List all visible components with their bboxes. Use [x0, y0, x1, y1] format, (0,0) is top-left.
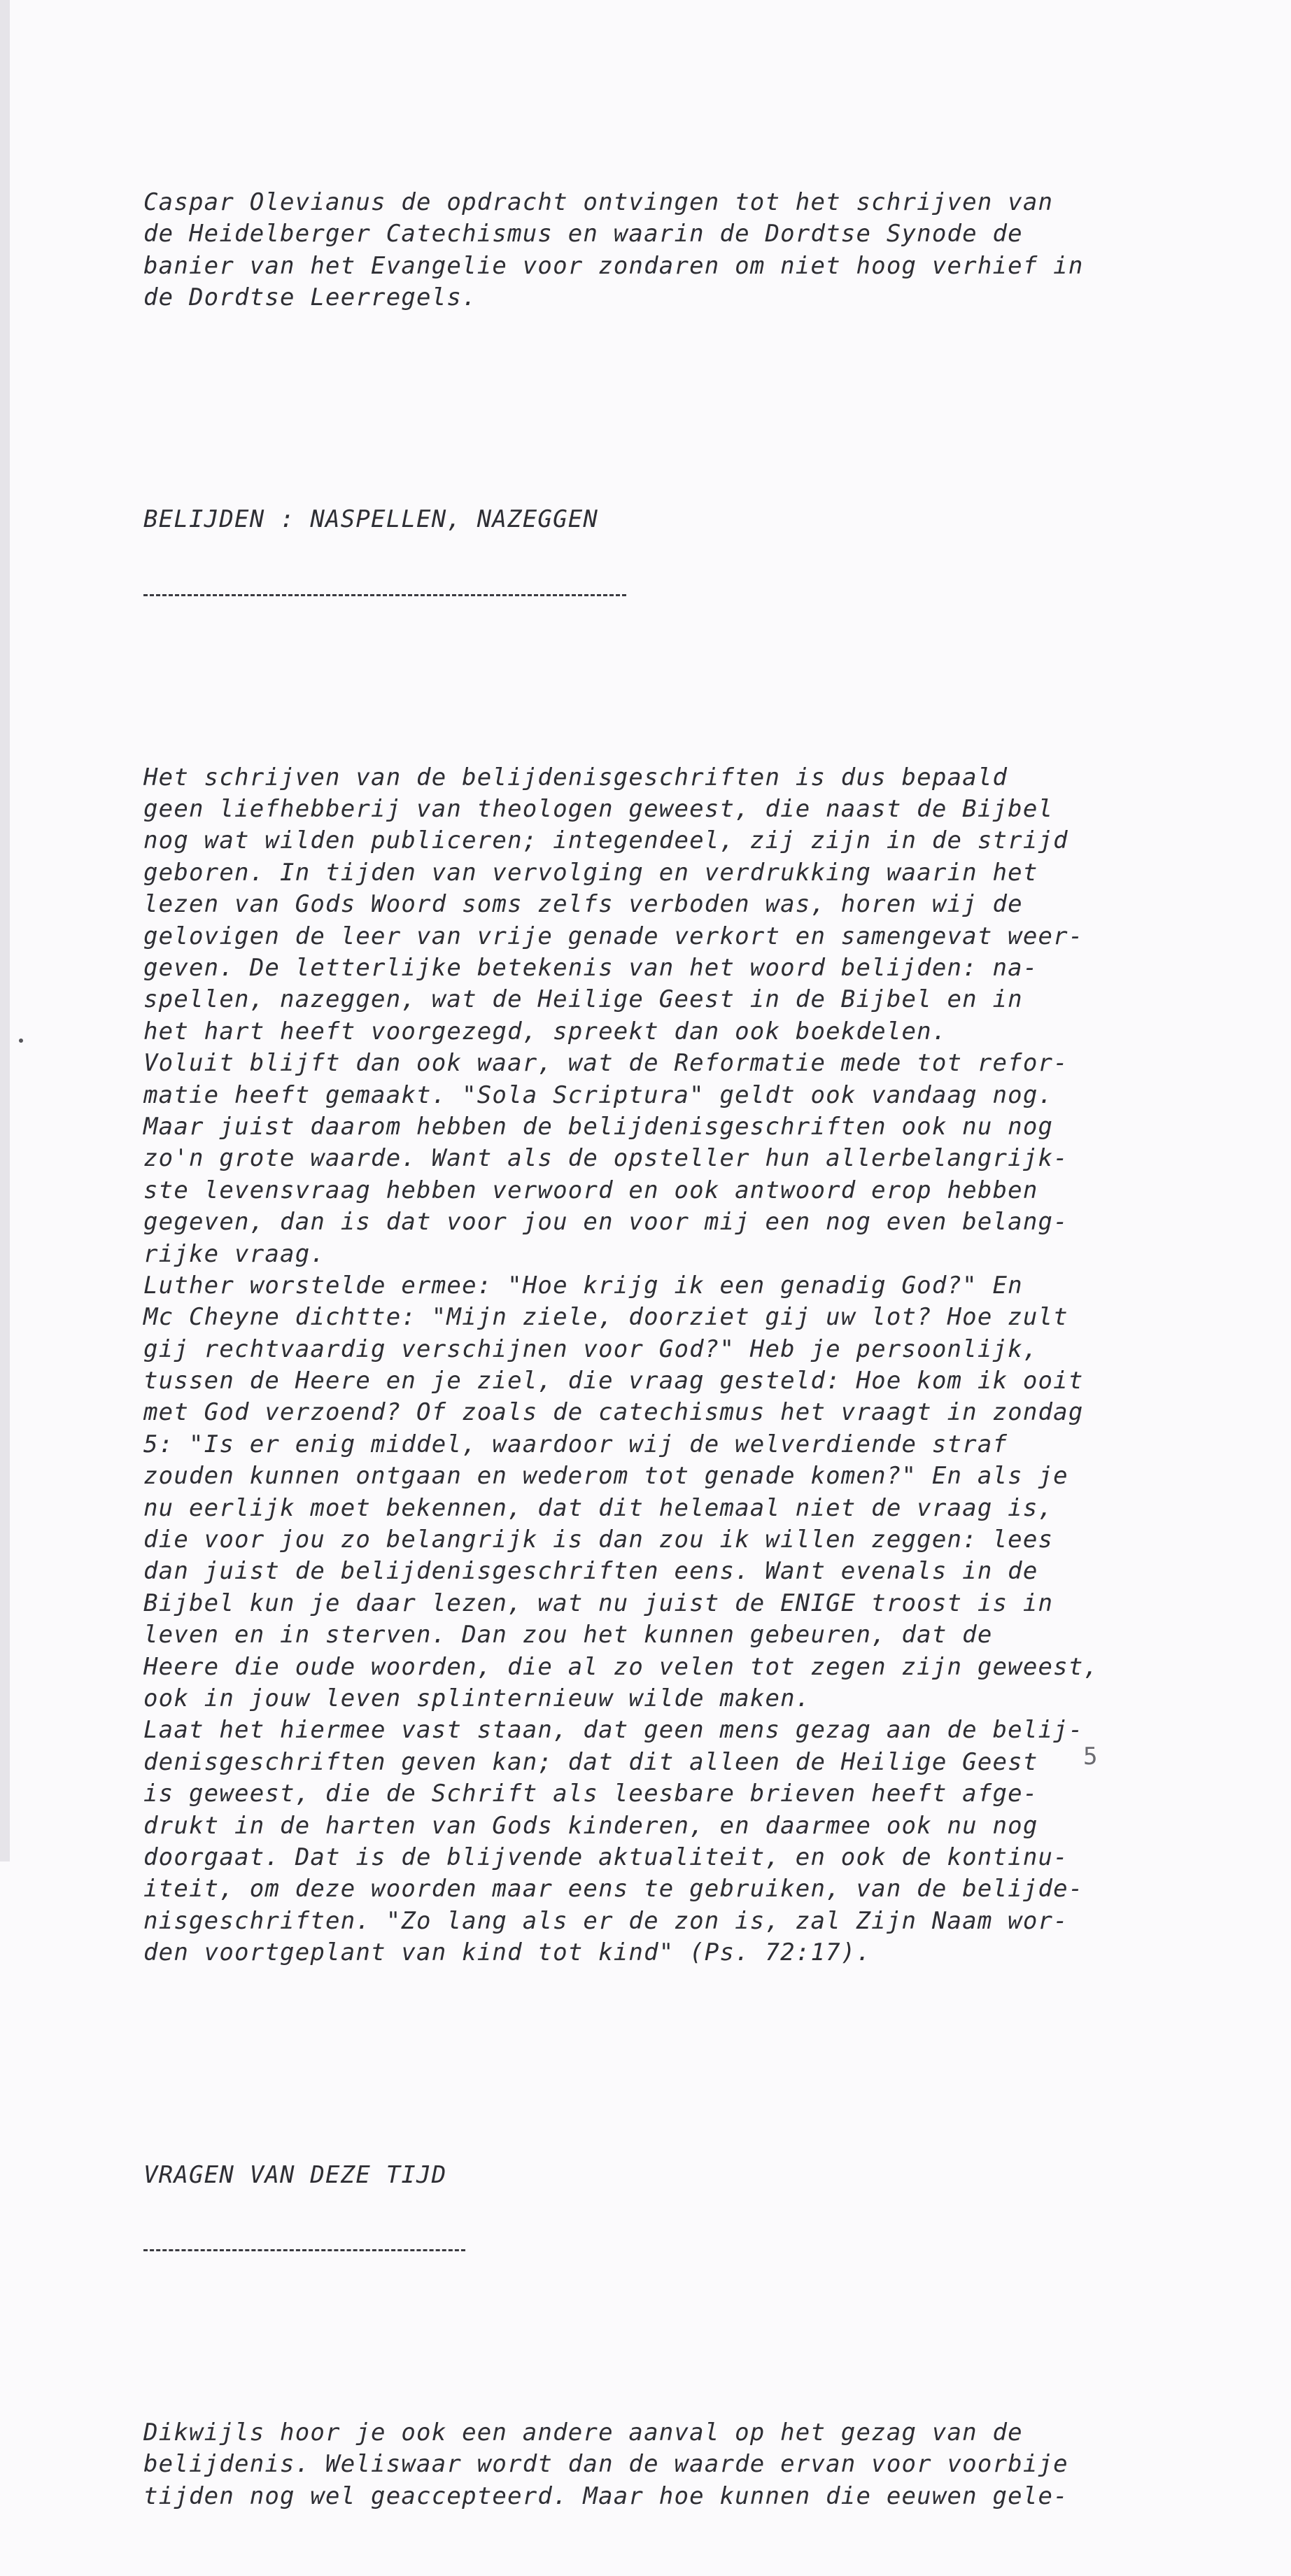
text-line: iteit, om deze woorden maar eens te gebruiken, van de belijde-	[143, 1875, 1084, 1903]
text-line: dan juist de belijdenisgeschriften eens. Want evenals in de	[143, 1557, 1038, 1586]
section-vragen-text	[143, 2417, 1221, 2512]
text-line: geen liefhebberij van theologen geweest, die naast de Bijbel	[143, 795, 1054, 824]
text-line: nisgeschriften. "Zo lang als er de zon is, zal Zijn Naam wor-	[143, 1906, 1068, 1935]
text-line: de Dordtse Leerregels.	[143, 283, 477, 311]
text-line: Bijbel kun je daar lezen, wat nu juist de ENIGE troost is in	[143, 1589, 1054, 1617]
text-line: gij rechtvaardig verschijnen voor God?" Heb je persoonlijk,	[143, 1335, 1038, 1363]
text-line: den voortgeplant van kind tot kind" (Ps. 72:17).	[143, 1938, 872, 1967]
text-line: belijdenis. Weliswaar wordt dan de waarde ervan voor voorbije	[143, 2450, 1068, 2479]
text-line: de Heidelberger Catechismus en waarin de Dordtse Synode de	[143, 220, 1023, 248]
text-line: lezen van Gods Woord soms zelfs verboden was, horen wij de	[143, 890, 1023, 919]
text-line: zo'n grote waarde. Want als de opsteller hun allerbelangrijk-	[143, 1144, 1068, 1173]
text-line: geboren. In tijden van vervolging en verdrukking waarin het	[143, 858, 1038, 887]
body-text	[143, 123, 1221, 2576]
section-heading-belijden	[143, 441, 1221, 660]
text-line: denisgeschriften geven kan; dat dit alleen de Heilige Geest	[143, 1747, 1038, 1776]
text-line: tijden nog wel geaccepteerd. Maar hoe kunnen die eeuwen gele-	[143, 2482, 1068, 2510]
text-line: Voluit blijft dan ook waar, wat de Reformatie mede tot refor-	[143, 1049, 1068, 1078]
text-line: Maar juist daarom hebben de belijdenisgeschriften ook nu nog	[143, 1112, 1054, 1141]
text-line: spellen, nazeggen, wat de Heilige Geest in de Bijbel en in	[143, 985, 1023, 1014]
heading-text: BELIJDEN : NASPELLEN, NAZEGGEN	[143, 505, 599, 534]
text-line: gegeven, dan is dat voor jou en voor mij een nog even belang-	[143, 1208, 1068, 1237]
heading-underline	[143, 2249, 465, 2251]
text-line: rijke vraag.	[143, 1239, 326, 1268]
text-line: Dikwijls hoor je ook een andere aanval op het gezag van de	[143, 2418, 1023, 2447]
text-line: matie heeft gemaakt. "Sola Scriptura" geldt ook vandaag nog.	[143, 1081, 1054, 1109]
text-line: tussen de Heere en je ziel, die vraag gesteld: Hoe kom ik ooit	[143, 1367, 1084, 1395]
heading-text: VRAGEN VAN DEZE TIJD	[143, 2160, 447, 2189]
text-line: die voor jou zo belangrijk is dan zou ik willen zeggen: lees	[143, 1526, 1054, 1554]
text-line: Caspar Olevianus de opdracht ontvingen tot het schrijven van	[143, 188, 1054, 216]
text-line: is geweest, die de Schrift als leesbare brieven heeft afge-	[143, 1780, 1038, 1808]
scan-edge	[0, 0, 10, 1861]
text-line: Mc Cheyne dichtte: "Mijn ziele, doorziet gij uw lot? Hoe zult	[143, 1303, 1068, 1332]
section-heading-vragen	[143, 2096, 1221, 2315]
text-line: Laat het hiermee vast staan, dat geen mens gezag aan de belij-	[143, 1716, 1084, 1745]
text-line: het hart heeft voorgezegd, spreekt dan ook boekdelen.	[143, 1017, 947, 1046]
text-line: gelovigen de leer van vrije genade verkort en samengevat weer-	[143, 922, 1084, 950]
text-line: nog wat wilden publiceren; integendeel, zij zijn in de strijd	[143, 826, 1068, 855]
text-line: Heere die oude woorden, die al zo velen tot zegen zijn geweest,	[143, 1652, 1099, 1681]
text-line: doorgaat. Dat is de blijvende aktualiteit, en ook de kontinu-	[143, 1843, 1068, 1871]
text-line: Het schrijven van de belijdenisgeschriften is dus bepaald	[143, 763, 1008, 791]
text-line: geven. De letterlijke betekenis van het woord belijden: na-	[143, 953, 1038, 982]
intro-paragraph	[143, 187, 1221, 314]
text-line: drukt in de harten van Gods kinderen, en daarmee ook nu nog	[143, 1811, 1038, 1840]
heading-underline	[143, 594, 626, 596]
text-line: ste levensvraag hebben verwoord en ook antwoord erop hebben	[143, 1176, 1038, 1204]
text-line: zouden kunnen ontgaan en wederom tot genade komen?" En als je	[143, 1462, 1068, 1491]
text-line: ook in jouw leven splinternieuw wilde maken.	[143, 1684, 811, 1712]
text-line: nu eerlijk moet bekennen, dat dit helemaal niet de vraag is,	[143, 1493, 1054, 1522]
text-line: leven en in sterven. Dan zou het kunnen gebeuren, dat de	[143, 1621, 993, 1649]
section-belijden-text	[143, 762, 1221, 1969]
text-line: Luther worstelde ermee: "Hoe krijg ik een genadig God?" En	[143, 1271, 1023, 1300]
text-line: met God verzoend? Of zoals de catechismus het vraagt in zondag	[143, 1398, 1084, 1427]
text-line: banier van het Evangelie voor zondaren om niet hoog verhief in	[143, 251, 1084, 280]
page-number: 5	[1083, 1743, 1098, 1771]
text-line: 5: "Is er enig middel, waardoor wij de welverdiende straf	[143, 1430, 1008, 1458]
scan-speck	[19, 1039, 23, 1043]
